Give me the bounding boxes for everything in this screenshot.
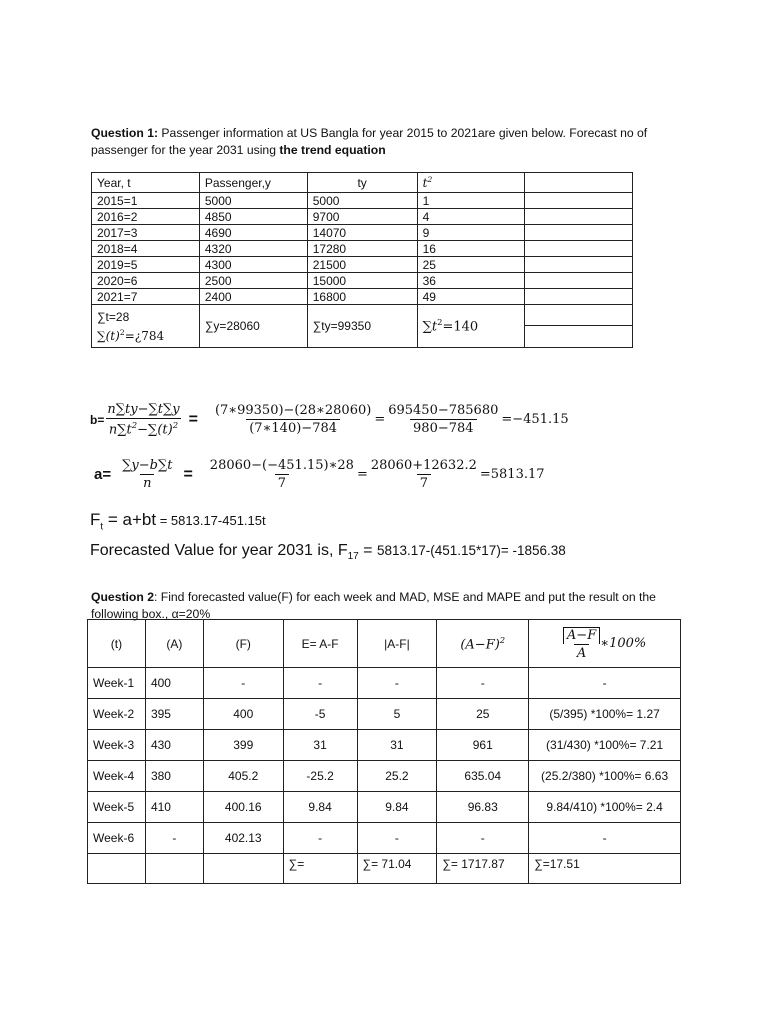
table-row: Week-3 430 399 31 31 961 (31/430) *100%= 7.21 [88,730,681,761]
table-row: Week-4 380 405.2 -25.2 25.2 635.04 (25.2/380) *100%= 6.63 [88,761,681,792]
table-row: Week-1 400 - - - - - [88,668,681,699]
sum-row: ∑= ∑= 71.04 ∑= 1717.87 ∑=17.51 [88,854,681,884]
forecast-result: Forecasted Value for year 2031 is, $F_{17} = 5813.17-(451.15*17)= -1856.38$ [90,542,566,563]
question-2-text: Question 2: Find forecasted value(F) for each week and MAD, MSE and MAPE and put the result on the following box., α=20% [91,590,656,621]
question-2-label: Question 2 [91,590,154,604]
table-row: 2017=3 4690 14070 9 [92,225,633,241]
table-row: 2018=4 4320 17280 16 [92,241,633,257]
table-row: Week-2 395 400 -5 5 25 (5/395) *100%= 1.27 [88,699,681,730]
table-row: 2019=5 4300 21500 25 [92,257,633,273]
t-squared-header: $t^2$ [417,173,525,193]
table-header-row: Year, t Passenger,y ty $t^2$ [92,173,633,193]
table-row: 2021=7 2400 16800 49 [92,289,633,305]
table-row: 2016=2 4850 9700 4 [92,209,633,225]
forecast-table [87,619,681,884]
question-1-text: Question 1: Passenger information at US Bangla for year 2015 to 2021are given below. Forecast no of passenger for the year 2031 using the trend equation [91,126,648,157]
sum-row: ∑t=28 $\sum(t)^2=¿784$ ∑y=28060 ∑ty=99350 $\sum t^2=140$ [92,305,633,348]
question-1-label: Question 1: [91,126,159,140]
table-row: Week-6 - 402.13 - - - - [88,823,681,854]
table-row: Week-5 410 400.16 9.84 9.84 96.83 9.84/410) *100%= 2.4 [88,792,681,823]
a-equation: a= $\frac{\sum y-b\sum t}{n}$ = $\frac{28060-(-451.15)∗28}{7}$ = $\frac{28060+12632.2}{7}$ =5813.17 [94,458,545,491]
passenger-table [91,172,633,348]
trend-equation: $F_t = a+bt = 5813.17-451.15t$ [90,510,266,533]
b-equation: b= $\frac{n\sum ty-\sum t\sum y}{n\sum t^2-\sum(t)^2}$ = $\frac{(7∗99350)-(28∗28060)}{(7∗140)-784}$ = $\frac{695450-785680}{980-784}$ =−451.15 [90,402,569,438]
table-row: 2020=6 2500 15000 36 [92,273,633,289]
table-row: 2015=1 5000 5000 1 [92,193,633,209]
table-header-row: (t) (A) (F) E= A-F |A-F| $(A-F)^2$ $\frac{A-F}{A}$ ∗100% [88,620,681,668]
